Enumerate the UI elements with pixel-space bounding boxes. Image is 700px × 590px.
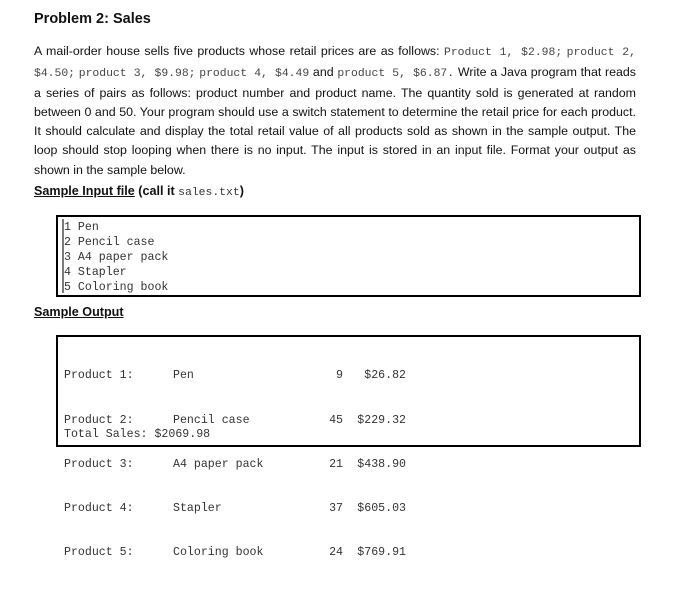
sample-input-lines [64, 221, 168, 296]
instructions-text: Write a Java program that reads a series of pairs as follows: product number and product name. The quantity sold is generated at random between 0 and 50. Your program should use a switch statement to determine the retail price for each product. It should calculate and display the total retail value of all products sold as shown in the sample output. The loop should stop looping when there is no input. The input is stored in an input file. Format your output as shown in the sample below. [34, 65, 636, 177]
output-row-name: Pencil case [173, 413, 250, 427]
sample-input-heading [34, 184, 244, 199]
output-quantities [319, 340, 343, 590]
output-row-name: Coloring book [173, 545, 264, 559]
sample-input-label-open: (call it [134, 184, 179, 198]
output-product-labels [64, 340, 134, 590]
input-line: 5 Coloring book [64, 280, 169, 294]
problem-heading: Problem 2: Sales [34, 11, 151, 27]
output-row-name: A4 paper pack [173, 457, 264, 471]
output-row-name: Pen [173, 369, 194, 383]
output-product-names [173, 340, 263, 590]
output-row-amount: $26.82 [364, 369, 406, 383]
problem-description [34, 42, 636, 180]
output-row-amount: $438.90 [357, 457, 406, 471]
output-row-qty: 24 [329, 545, 343, 559]
output-row-qty: 21 [329, 457, 343, 471]
price-code-product-3: product 3, $9.98; [78, 68, 196, 81]
price-code-product-5: product 5, $6.87. [337, 68, 455, 81]
output-total-sales: Total Sales: $2069.98 [64, 428, 211, 441]
output-row-name: Stapler [173, 501, 222, 515]
sample-input-label-close: ) [239, 184, 244, 198]
input-line: 4 Stapler [64, 265, 127, 279]
sample-input-label: Sample Input file [34, 184, 135, 198]
price-code-product-4: product 4, $4.49 [199, 68, 310, 81]
sample-output-label: Sample Output [34, 305, 124, 319]
output-row-amount: $769.91 [357, 545, 406, 559]
output-row-amount: $605.03 [357, 501, 406, 515]
output-row-amount: $229.32 [357, 413, 406, 427]
input-line: 2 Pencil case [64, 235, 155, 249]
and-word: and [312, 65, 334, 80]
sample-input-filename: sales.txt [178, 187, 240, 199]
output-row-qty: 37 [329, 501, 343, 515]
output-row-label: Product 5: [64, 545, 134, 559]
output-row-label: Product 4: [64, 501, 134, 515]
price-code-product-2: product 2, $4.50; [34, 47, 636, 81]
price-code-product-1: Product 1, $2.98; [443, 47, 563, 59]
output-row-label: Product 3: [64, 457, 134, 471]
output-row-qty: 45 [329, 413, 343, 427]
input-line: 1 Pen [64, 221, 99, 234]
output-row-qty: 9 [336, 369, 343, 383]
output-row-label: Product 1: [64, 369, 134, 383]
sample-output-heading [34, 305, 124, 319]
output-amounts [344, 340, 406, 590]
intro-text: A mail-order house sells five products whose retail prices are as follows: [34, 44, 440, 58]
input-line: 3 A4 paper pack [64, 250, 169, 264]
output-row-label: Product 2: [64, 413, 134, 427]
